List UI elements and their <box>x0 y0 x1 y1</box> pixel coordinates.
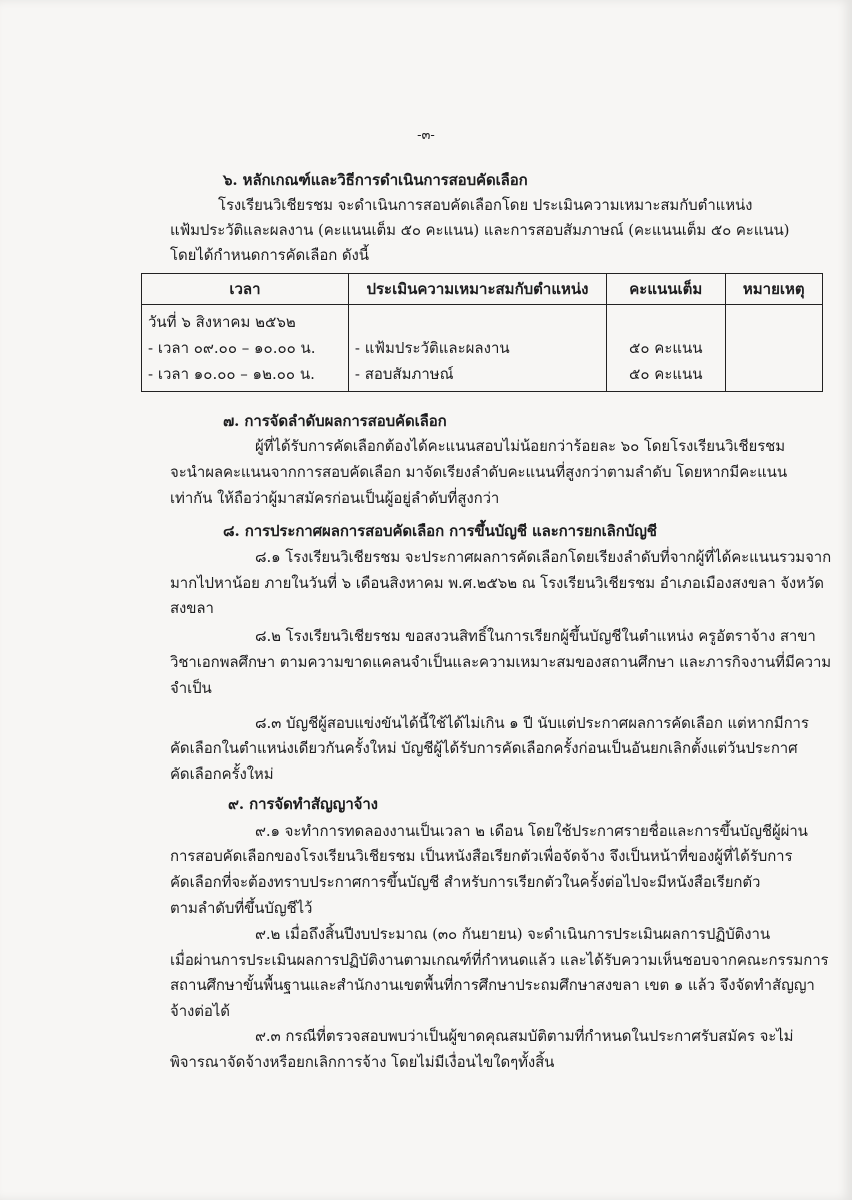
section-9-2-line: เมื่อผ่านการประเมินผลการปฏิบัติงานตามเกณฑ์ที่กำหนดแล้ว และได้รับความเห็นชอบจากคณะกรรมการ <box>170 951 829 969</box>
section-8-3-line: ๘.๓ บัญชีผู้สอบแข่งขันได้นี้ใช้ได้ไม่เกิน ๑ ปี นับแต่ประกาศผลการคัดเลือก แต่หากมีการ <box>255 714 809 732</box>
cell-time <box>142 305 349 392</box>
section-9-3-line: ๙.๓ กรณีที่ตรวจสอบพบว่าเป็นผู้ขาดคุณสมบัติตามที่กำหนดในประกาศรับสมัคร จะไม่ <box>255 1027 794 1045</box>
table-header-row <box>142 274 823 305</box>
section-9-2-line: ๙.๒ เมื่อถึงสิ้นปีงบประมาณ (๓๐ กันยายน) จะดำเนินการประเมินผลการปฏิบัติงาน <box>255 925 770 943</box>
section-6-heading: ๖. หลักเกณฑ์และวิธีการดำเนินการสอบคัดเลือก <box>223 171 528 189</box>
score-line <box>613 309 719 335</box>
cell-assessment <box>348 305 606 392</box>
section-9-1-line: ๙.๑ จะทำการทดลองงานเป็นเวลา ๒ เดือน โดยใช้ประกาศรายชื่อและการขึ้นบัญชีผู้ผ่าน <box>255 822 808 840</box>
cell-full-score <box>607 305 726 392</box>
time-line: - เวลา ๐๙.๐๐ – ๑๐.๐๐ น. <box>148 339 316 357</box>
time-line: วันที่ ๖ สิงหาคม ๒๕๖๒ <box>148 313 296 331</box>
section-9-1-line: การสอบคัดเลือกของโรงเรียนวิเชียรชม เป็นหนังสือเรียกตัวเพื่อจัดจ้าง จึงเป็นหน้าที่ของผู้ที่ได้รับการ <box>170 847 793 865</box>
table-row <box>142 305 823 392</box>
column-header-assessment: ประเมินความเหมาะสมกับตำแหน่ง <box>348 274 606 305</box>
section-8-heading: ๘. การประกาศผลการสอบคัดเลือก การขึ้นบัญชี และการยกเลิกบัญชี <box>223 522 657 540</box>
remark-line <box>732 309 816 335</box>
section-9-1-line: คัดเลือกที่จะต้องทราบประกาศการขึ้นบัญชี สำหรับการเรียกตัวในครั้งต่อไปจะมีหนังสือเรียกตัว <box>170 873 761 891</box>
assessment-line: - แฟ้มประวัติและผลงาน <box>354 339 510 357</box>
remark-line <box>732 335 816 361</box>
remark-line <box>732 361 816 387</box>
section-7-heading: ๗. การจัดลำดับผลการสอบคัดเลือก <box>223 412 447 430</box>
section-9-2-line: สถานศึกษาขั้นพื้นฐานและสำนักงานเขตพื้นที่การศึกษาประถมศึกษาสงขลา เขต ๑ แล้ว จึงจัดทำสัญญา <box>170 976 815 994</box>
time-line: - เวลา ๑๐.๐๐ – ๑๒.๐๐ น. <box>148 365 315 383</box>
section-6-line: โดยได้กำหนดการคัดเลือก ดังนี้ <box>170 246 369 264</box>
section-8-3-line: คัดเลือกครั้งใหม่ <box>170 765 274 783</box>
section-7-line: จะนำผลคะแนนจากการสอบคัดเลือก มาจัดเรียงลำดับคะแนนที่สูงกว่าตามลำดับ โดยหากมีคะแนน <box>170 463 787 481</box>
score-line: ๕๐ คะแนน <box>629 365 703 383</box>
column-header-remark: หมายเหตุ <box>725 274 822 305</box>
section-8-1-line: สงขลา <box>170 599 214 617</box>
cell-remark <box>725 305 822 392</box>
section-9-heading: ๙. การจัดทำสัญญาจ้าง <box>228 795 378 813</box>
section-8-2-line: วิชาเอกพลศึกษา ตามความขาดแคลนจำเป็นและความเหมาะสมของสถานศึกษา และภารกิจงานที่มีความ <box>170 653 832 671</box>
section-8-3-line: คัดเลือกในตำแหน่งเดียวกันครั้งใหม่ บัญชีผู้ได้รับการคัดเลือกครั้งก่อนเป็นอันยกเลิกตั้งแต่วันประกาศ <box>170 739 798 757</box>
section-8-2-line: จำเป็น <box>170 679 212 697</box>
score-line: ๕๐ คะแนน <box>629 339 703 357</box>
section-8-1-line: มากไปหาน้อย ภายในวันที่ ๖ เดือนสิงหาคม พ.ศ.๒๕๖๒ ณ โรงเรียนวิเชียรชม อำเภอเมืองสงขลา จังหวัด <box>170 574 824 592</box>
section-6-line: โรงเรียนวิเชียรชม จะดำเนินการสอบคัดเลือกโดย ประเมินความเหมาะสมกับตำแหน่ง <box>218 196 753 214</box>
assessment-line <box>355 309 600 335</box>
section-9-3-line: พิจารณาจัดจ้างหรือยกเลิกการจ้าง โดยไม่มีเงื่อนไขใดๆทั้งสิ้น <box>170 1053 555 1071</box>
page-number: -๓- <box>417 128 435 143</box>
assessment-line: - สอบสัมภาษณ์ <box>354 365 454 383</box>
section-9-2-line: จ้างต่อได้ <box>170 1002 230 1020</box>
section-9-1-line: ตามลำดับที่ขึ้นบัญชีไว้ <box>170 899 313 917</box>
column-header-full-score: คะแนนเต็ม <box>607 274 726 305</box>
column-header-time: เวลา <box>142 274 349 305</box>
section-6-line: แฟ้มประวัติและผลงาน (คะแนนเต็ม ๕๐ คะแนน) และการสอบสัมภาษณ์ (คะแนนเต็ม ๕๐ คะแนน) <box>170 221 790 239</box>
section-7-line: เท่ากัน ให้ถือว่าผู้มาสมัครก่อนเป็นผู้อยู่ลำดับที่สูงกว่า <box>170 489 500 507</box>
section-8-1-line: ๘.๑ โรงเรียนวิเชียรชม จะประกาศผลการคัดเลือกโดยเรียงลำดับที่จากผู้ที่ได้คะแนนรวมจาก <box>255 548 832 566</box>
selection-schedule-table <box>141 273 823 392</box>
section-7-line: ผู้ที่ได้รับการคัดเลือกต้องได้คะแนนสอบไม่น้อยกว่าร้อยละ ๖๐ โดยโรงเรียนวิเชียรชม <box>255 437 786 455</box>
section-8-2-line: ๘.๒ โรงเรียนวิเชียรชม ขอสงวนสิทธิ์ในการเรียกผู้ขึ้นบัญชีในตำแหน่ง ครูอัตราจ้าง สาขา <box>255 627 816 645</box>
